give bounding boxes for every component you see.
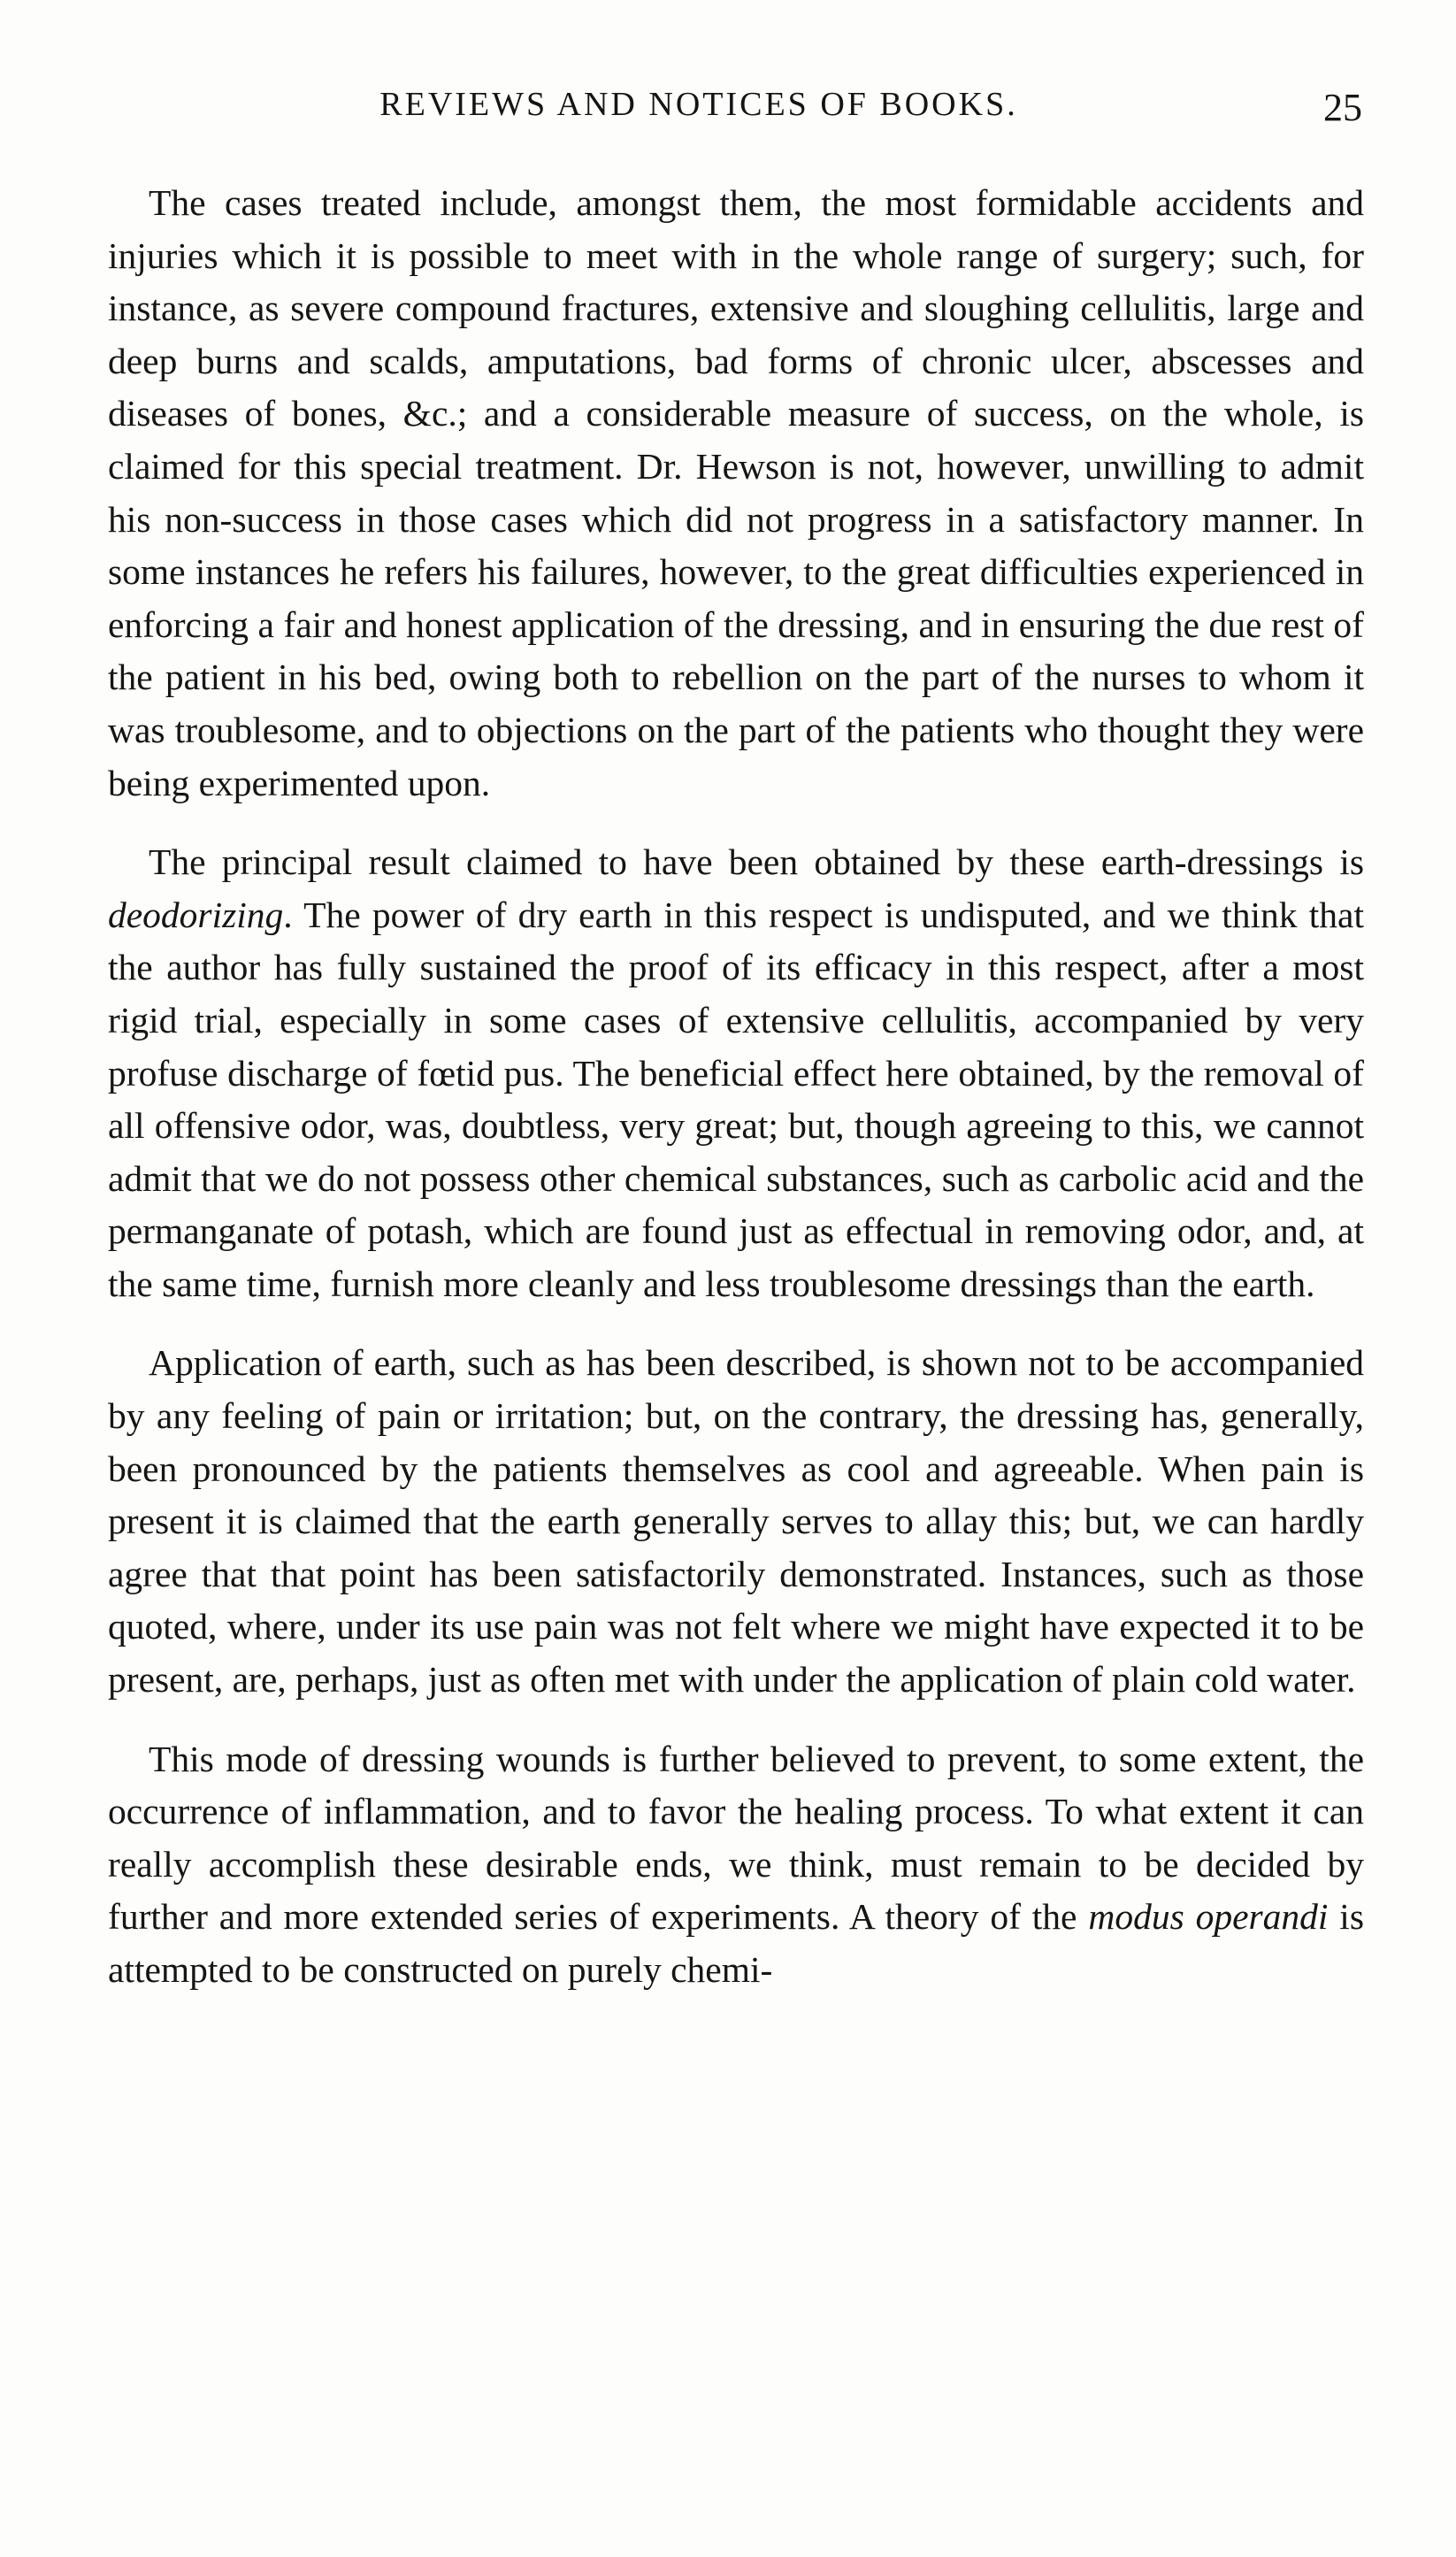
paragraph-inflammation-lead: This mode of dressing wounds is further believed to prevent, to some extent, the occurrence of inflammation, and to favor the healing process. To what extent it can really accomplish these desirable ends, we think, must remain to be decided by further and more extended series of experiments. A theory of the — [108, 1738, 1364, 1938]
article-body — [108, 177, 1364, 1997]
page-number: 25 — [1323, 86, 1362, 129]
italic-term-deodorizing: deodorizing — [108, 894, 284, 935]
running-title: REVIEWS AND NOTICES OF BOOKS. — [379, 86, 1018, 123]
italic-term-modus-operandi: modus operandi — [1088, 1896, 1329, 1938]
paragraph-inflammation — [108, 1733, 1364, 1997]
paragraph-deodorizing-rest: . The power of dry earth in this respect is undisputed, and we think that the author has fully sustained the proof of its efficacy in this respect, after a most rigid trial, especially in some cases of extensive cellulitis, accompanied by very profuse discharge of fœtid pus. The beneficial effect here obtained, by the removal of all offensive odor, was, doubtless, very great; but, though agreeing to this, we cannot admit that we do not possess other chemical substances, such as carbolic acid and the permanganate of potash, which are found just as effectual in removing odor, and, at the same time, furnish more cleanly and less troublesome dressings than the earth. — [108, 894, 1364, 1304]
paragraph-pain: Application of earth, such as has been described, is shown not to be accompanied by any feeling of pain or irritation; but, on the contrary, the dressing has, generally, been pronounced by the patients themselves as cool and agreeable. When pain is present it is claimed that the earth generally serves to allay this; but, we can hardly agree that that point has been satisfactorily demonstrated. Instances, such as those quoted, where, under its use pain was not felt where we might have expected it to be present, are, perhaps, just as often met with under the application of plain cold water. — [108, 1342, 1364, 1701]
running-header — [106, 85, 1362, 138]
paragraph-case-types: The cases treated include, amongst them, the most formidable accidents and injuries which it is possible to meet with in the whole range of surgery; such, for instance, as severe compound fractures, extensive and sloughing cellulitis, large and deep burns and scalds, amputations, bad forms of chronic ulcer, abscesses and diseases of bones, &c.; and a considerable measure of success, on the whole, is claimed for this special treatment. Dr. Hewson is not, however, unwilling to admit his non-success in those cases which did not progress in a satisfactory manner. In some instances he refers his failures, however, to the great difficulties experienced in enforcing a fair and honest application of the dressing, and in ensuring the due rest of the patient in his bed, owing both to rebellion on the part of the nurses to whom it was troublesome, and to objections on the part of the patients who thought they were being experimented upon. — [108, 182, 1364, 803]
paragraph-deodorizing — [108, 836, 1364, 1310]
paragraph-deodorizing-lead: The principal result claimed to have been obtained by these earth-dressings is — [149, 841, 1364, 883]
paragraph-inflammation-rest: is attempted to be constructed on purely chemi- — [108, 1896, 1364, 1990]
